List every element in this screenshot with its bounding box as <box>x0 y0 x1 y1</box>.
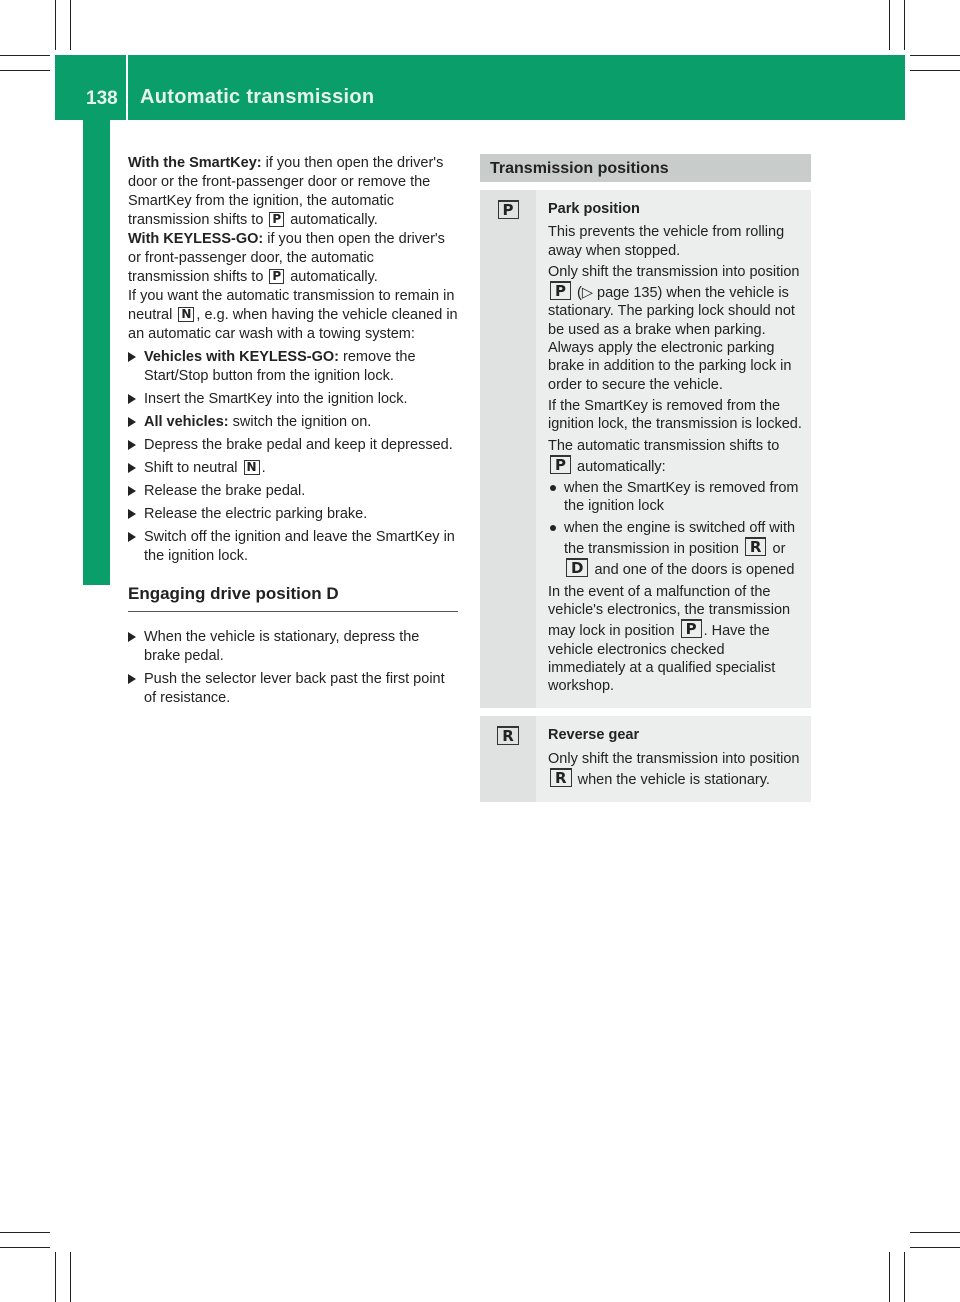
crop-mark <box>904 1252 905 1302</box>
text: if you then open the driver's or front-passenger door, the automatic transmission shifts to <box>128 231 445 285</box>
text: or <box>768 541 786 558</box>
text: . Have the vehicle electronics checked immediately at a qualified specialist workshop. <box>548 623 776 695</box>
bullet-item <box>548 519 805 580</box>
arrow-icon <box>128 509 136 519</box>
arrow-icon <box>128 674 136 684</box>
text: If the SmartKey is removed from the ignition lock, the transmission is locked. <box>548 397 802 433</box>
symbol-cell <box>480 716 536 802</box>
bold-lead: With the SmartKey: <box>128 155 262 171</box>
step-item <box>128 482 458 501</box>
text: When the vehicle is stationary, depress the brake pedal. <box>144 629 420 664</box>
row-heading: Park position <box>548 201 640 217</box>
text: In the event of a malfunction of the vehicle's electronics, the transmission may lock in position <box>548 583 791 640</box>
bullet-item: when the SmartKey is removed from the ignition lock <box>548 479 805 516</box>
reverse-symbol: R <box>550 768 572 787</box>
neutral-symbol: N <box>178 307 194 322</box>
text: Release the electric parking brake. <box>144 506 368 522</box>
arrow-icon <box>128 394 136 404</box>
text: if you then open the driver's door or the front-passenger door or remove the SmartKey from the ignition, the automatic transmission shifts to <box>128 155 444 228</box>
table-row-park <box>480 190 811 708</box>
text: Shift to neutral <box>144 460 242 476</box>
arrow-icon <box>128 440 136 450</box>
text: . <box>261 460 266 476</box>
description-cell <box>536 190 811 708</box>
park-symbol: P <box>498 200 519 219</box>
text: Release the brake pedal. <box>144 483 306 499</box>
crop-mark <box>910 1247 960 1248</box>
crop-mark <box>70 0 71 50</box>
bold-lead: All vehicles: <box>144 414 229 430</box>
symbol-cell <box>480 190 536 708</box>
text: Insert the SmartKey into the ignition lock. <box>144 391 408 407</box>
crop-mark <box>904 0 905 50</box>
page-title: Automatic transmission <box>140 86 375 108</box>
text: when the engine is switched off with the transmission in position <box>564 519 796 558</box>
arrow-icon <box>128 463 136 473</box>
drive-symbol: D <box>566 558 588 577</box>
step-item <box>128 528 458 566</box>
step-item <box>128 670 458 708</box>
text: The automatic transmission shifts to <box>548 437 780 454</box>
header-divider <box>126 55 128 120</box>
step-item <box>128 413 458 432</box>
table-title: Transmission positions <box>480 154 811 182</box>
section-heading: Engaging drive position D <box>128 584 458 612</box>
park-symbol: P <box>681 619 702 638</box>
text: automatically. <box>286 212 378 228</box>
transmission-positions-table <box>480 154 811 802</box>
step-item <box>128 436 458 455</box>
text: automatically: <box>573 458 666 475</box>
text: This prevents the vehicle from rolling away when stopped. <box>548 224 785 259</box>
neutral-symbol: N <box>244 460 260 475</box>
bold-lead: With KEYLESS-GO: <box>128 231 264 247</box>
park-symbol: P <box>269 269 284 284</box>
step-item <box>128 348 458 386</box>
text: page 135) when the vehicle is stationary. The parking lock should not be used as a brake when parking. Always apply the electronic parking brake in addition to the parking lock in order to secure the vehicle. <box>548 285 795 393</box>
park-symbol: P <box>550 455 571 474</box>
text: automatically. <box>286 269 378 285</box>
chapter-label: Driving and parking <box>83 314 108 522</box>
page-number: 138 <box>86 88 118 109</box>
text: when the vehicle is stationary. <box>573 772 770 789</box>
text: Push the selector lever back past the first point of resistance. <box>144 671 445 706</box>
crop-mark <box>0 1247 50 1248</box>
paragraph <box>548 263 805 394</box>
text: , e.g. when having the vehicle cleaned in an automatic car wash with a towing system: <box>128 307 458 342</box>
description-cell <box>536 716 811 802</box>
crop-mark <box>0 70 50 71</box>
page-reference-icon: ▷ <box>581 285 594 302</box>
crop-mark <box>910 1232 960 1233</box>
text: Only shift the transmission into position <box>548 263 800 280</box>
bold-lead: Vehicles with KEYLESS-GO: <box>144 349 339 365</box>
reverse-symbol: R <box>745 537 767 556</box>
arrow-icon <box>128 486 136 496</box>
paragraph-keyless <box>128 230 458 287</box>
text: Only shift the transmission into position <box>548 750 800 767</box>
step-item <box>128 459 458 478</box>
paragraph-smartkey <box>128 154 458 230</box>
crop-mark <box>910 70 960 71</box>
text: remove the Start/Stop button from the ignition lock. <box>144 349 416 384</box>
crop-mark <box>0 55 50 56</box>
paragraph <box>548 750 805 790</box>
text: Switch off the ignition and leave the SmartKey in the ignition lock. <box>144 529 455 564</box>
crop-mark <box>55 1252 56 1302</box>
step-item <box>128 390 458 409</box>
crop-mark <box>910 55 960 56</box>
park-symbol: P <box>269 212 284 227</box>
text: switch the ignition on. <box>228 414 372 430</box>
crop-mark <box>55 0 56 50</box>
paragraph-neutral <box>128 287 458 344</box>
text: and one of the doors is opened <box>590 562 795 579</box>
reverse-symbol: R <box>497 726 519 745</box>
step-item <box>128 505 458 524</box>
crop-mark <box>889 1252 890 1302</box>
arrow-icon <box>128 417 136 427</box>
step-item <box>128 628 458 666</box>
text: ( <box>573 285 582 302</box>
arrow-icon <box>128 352 136 362</box>
crop-mark <box>70 1252 71 1302</box>
arrow-icon <box>128 532 136 542</box>
text: Depress the brake pedal and keep it depressed. <box>144 437 453 453</box>
text: If you want the automatic transmission to remain in neutral <box>128 288 455 323</box>
table-row-reverse <box>480 716 811 802</box>
row-heading: Reverse gear <box>548 727 640 744</box>
arrow-icon <box>128 632 136 642</box>
park-symbol: P <box>550 281 571 300</box>
crop-mark <box>889 0 890 50</box>
left-column <box>128 154 458 708</box>
paragraph <box>548 583 805 696</box>
crop-mark <box>0 1232 50 1233</box>
paragraph <box>548 437 805 477</box>
